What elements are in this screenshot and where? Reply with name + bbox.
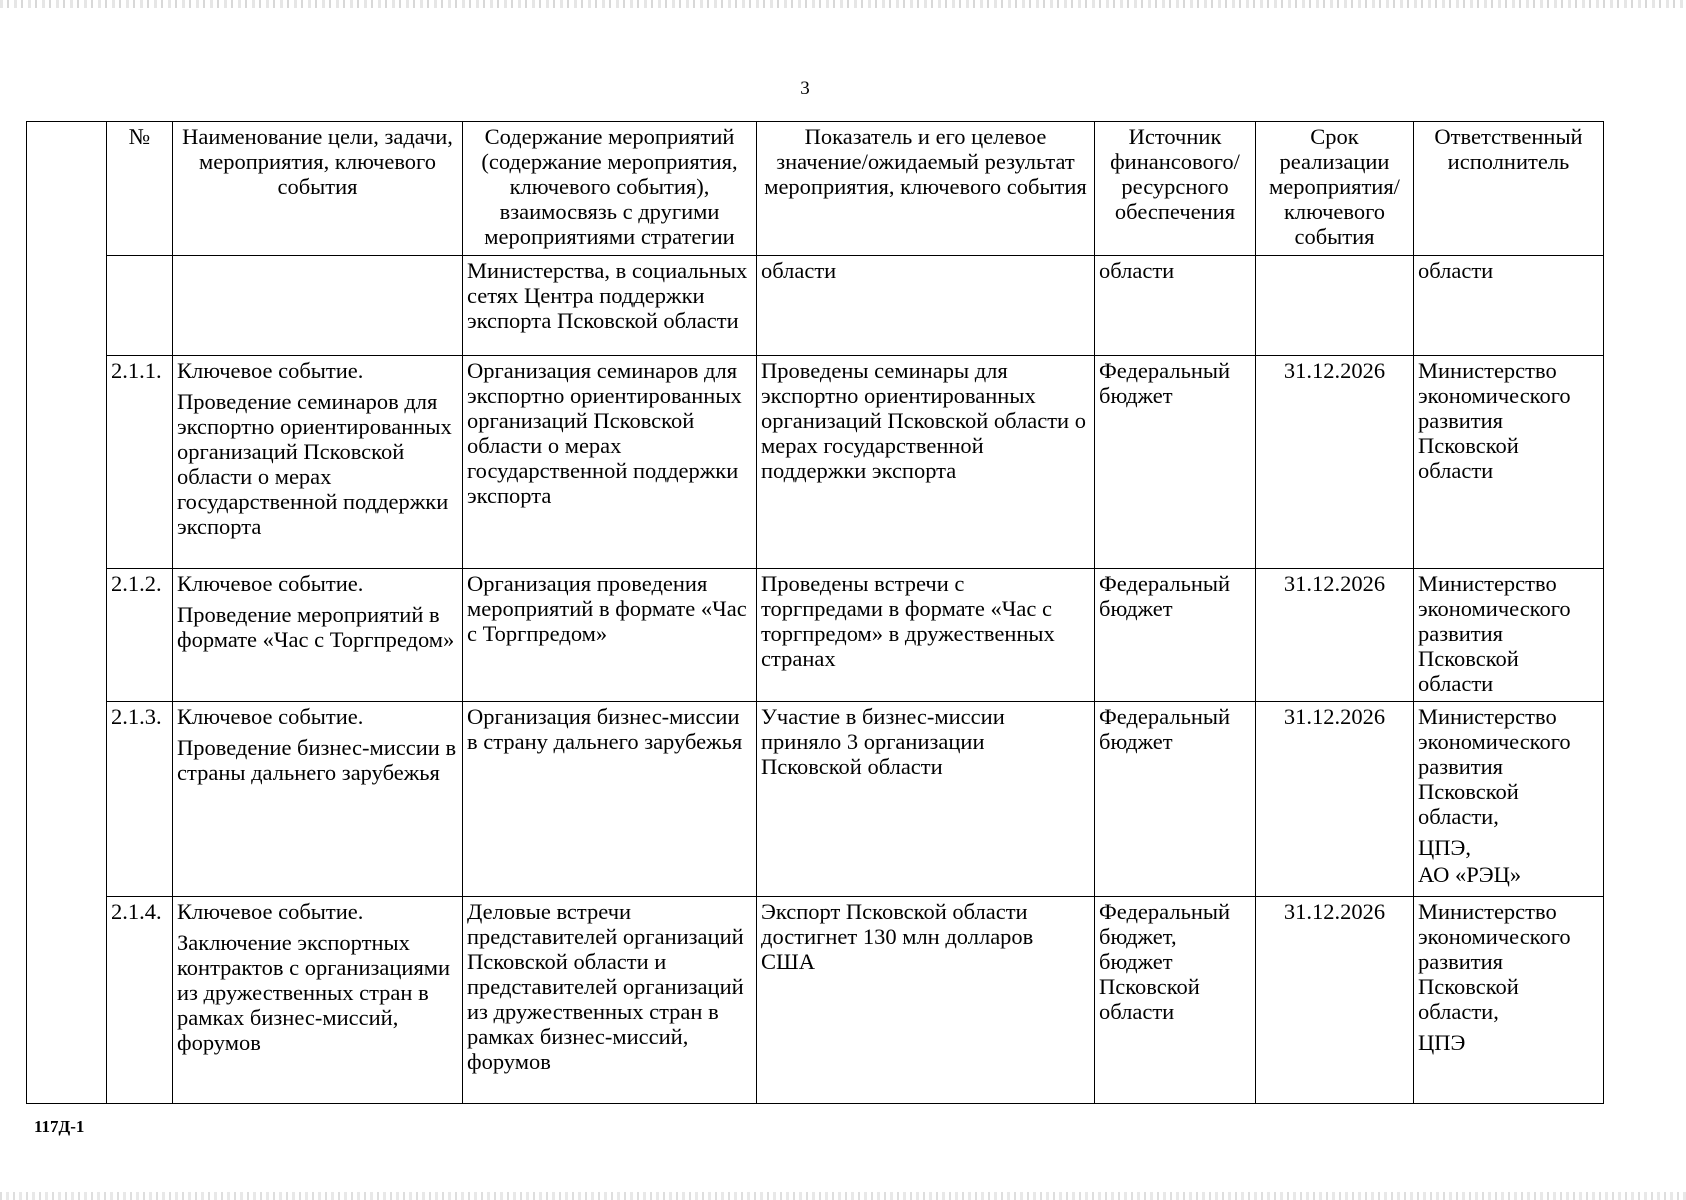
scan-edge-top: [0, 0, 1686, 8]
cell-name: [173, 569, 463, 702]
cell-indicator: Участие в бизнес-миссии приняло 3 организации Псковской области: [757, 702, 1095, 897]
document-code: 117Д-1: [34, 1117, 85, 1136]
cell-responsible: [1414, 702, 1604, 897]
table-row: [27, 702, 1604, 897]
event-name: Заключение экспортных контрактов с организациями из дружественных стран в рамках бизнес-миссий, форумов: [177, 930, 451, 1055]
key-event-label: Ключевое событие.: [177, 899, 364, 924]
page-number: 3: [800, 78, 810, 99]
cell-deadline: 31.12.2026: [1256, 897, 1414, 1104]
event-name: Проведение бизнес-миссии в страны дальнего зарубежья: [177, 735, 457, 785]
cell-deadline: [1256, 256, 1414, 356]
cell-source: области: [1095, 256, 1256, 356]
responsible-rec: АО «РЭЦ»: [1418, 862, 1522, 887]
cell-source: Федеральный бюджет: [1095, 569, 1256, 702]
cell-responsible: Министерство экономического развития Псковской области: [1414, 569, 1604, 702]
header-name: Наименование цели, задачи, мероприятия, ключевого события: [173, 122, 463, 256]
table-row: [27, 356, 1604, 569]
table-row-continuation: [27, 256, 1604, 356]
event-name: Проведение семинаров для экспортно ориентированных организаций Псковской области о мерах государственной поддержки экспорта: [177, 389, 452, 539]
header-num: №: [107, 122, 173, 256]
cell-source: Федеральный бюджет: [1095, 356, 1256, 569]
cell-responsible: области: [1414, 256, 1604, 356]
responsible-ministry: Министерство экономического развития Псковской области,: [1418, 899, 1571, 1024]
cell-content: Деловые встречи представителей организаций Псковской области и представителей организаций из дружественных стран в рамках бизнес-миссий, форумов: [463, 897, 757, 1104]
responsible-cpe: ЦПЭ,: [1418, 835, 1471, 860]
cell-responsible: Министерство экономического развития Псковской области: [1414, 356, 1604, 569]
scan-edge-bottom: [0, 1192, 1686, 1200]
key-event-label: Ключевое событие.: [177, 571, 364, 596]
cell-content: Организация семинаров для экспортно ориентированных организаций Псковской области о мерах государственной поддержки экспорта: [463, 356, 757, 569]
responsible-ministry: Министерство экономического развития Псковской области,: [1418, 704, 1571, 829]
cell-indicator: Проведены встречи с торгпредами в формате «Час с торгпредом» в дружественных странах: [757, 569, 1095, 702]
cell-indicator: области: [757, 256, 1095, 356]
cell-name: [173, 256, 463, 356]
table-row: [27, 897, 1604, 1104]
left-margin-column: [27, 122, 107, 1104]
responsible-cpe: ЦПЭ: [1418, 1030, 1466, 1055]
header-responsible: Ответственный исполнитель: [1414, 122, 1604, 256]
cell-indicator: Проведены семинары для экспортно ориентированных организаций Псковской области о мерах государственной поддержки экспорта: [757, 356, 1095, 569]
cell-num: 2.1.3.: [107, 702, 173, 897]
table-row: [27, 569, 1604, 702]
cell-responsible: [1414, 897, 1604, 1104]
table-header-row: [27, 122, 1604, 256]
header-deadline: Срок реализации мероприятия/ ключевого события: [1256, 122, 1414, 256]
strategy-events-table: [26, 121, 1604, 1104]
cell-num: 2.1.1.: [107, 356, 173, 569]
cell-content: Организация проведения мероприятий в формате «Час с Торгпредом»: [463, 569, 757, 702]
header-content: Содержание мероприятий (содержание мероприятия, ключевого события), взаимосвязь с другими мероприятиями стратегии: [463, 122, 757, 256]
cell-indicator: Экспорт Псковской области достигнет 130 млн долларов США: [757, 897, 1095, 1104]
cell-content: Организация бизнес-миссии в страну дальнего зарубежья: [463, 702, 757, 897]
event-name: Проведение мероприятий в формате «Час с Торгпредом»: [177, 602, 455, 652]
cell-source: Федеральный бюджет, бюджет Псковской области: [1095, 897, 1256, 1104]
key-event-label: Ключевое событие.: [177, 704, 364, 729]
cell-num: 2.1.2.: [107, 569, 173, 702]
header-source: Источник финансового/ ресурсного обеспечения: [1095, 122, 1256, 256]
cell-name: [173, 356, 463, 569]
key-event-label: Ключевое событие.: [177, 358, 364, 383]
cell-name: [173, 702, 463, 897]
cell-content: Министерства, в социальных сетях Центра поддержки экспорта Псковской области: [463, 256, 757, 356]
cell-num: [107, 256, 173, 356]
cell-num: 2.1.4.: [107, 897, 173, 1104]
cell-deadline: 31.12.2026: [1256, 702, 1414, 897]
cell-source: Федеральный бюджет: [1095, 702, 1256, 897]
cell-deadline: 31.12.2026: [1256, 569, 1414, 702]
cell-name: [173, 897, 463, 1104]
header-indicator: Показатель и его целевое значение/ожидаемый результат мероприятия, ключевого события: [757, 122, 1095, 256]
cell-deadline: 31.12.2026: [1256, 356, 1414, 569]
